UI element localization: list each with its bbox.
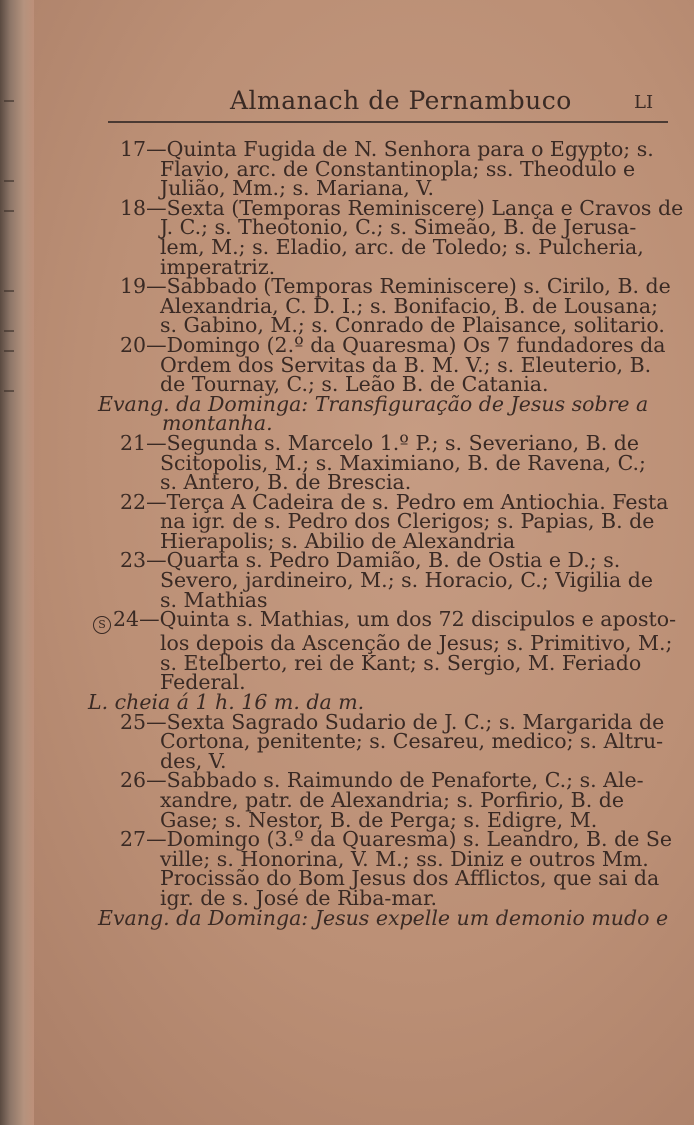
line-text: de Tournay, C.; s. Leão B. de Catania. xyxy=(160,372,549,397)
line-text: 27—Domingo (3.º da Quaresma) s. Leandro, B. de Se xyxy=(120,827,673,852)
line-text: 21—Segunda s. Marcelo 1.º P.; s. Severiano, B. de xyxy=(120,430,639,455)
line-text: montanha. xyxy=(162,411,273,436)
line-text: Severo, jardineiro, M.; s. Horacio, C.; Vigilia de xyxy=(160,568,654,593)
line-text: 18—Sexta (Temporas Reminiscere) Lança e Cravos de xyxy=(120,195,684,220)
line-text: imperatriz. xyxy=(160,254,276,279)
line-text: s. Etelberto, rei de Kant; s. Sergio, M. Feriado xyxy=(160,650,642,675)
header-rule xyxy=(108,121,668,123)
moon-phase-icon: S xyxy=(93,616,111,634)
line-text: 22—Terça A Cadeira de s. Pedro em Antiochia. Festa xyxy=(120,489,669,514)
page-header xyxy=(0,86,694,120)
line-text: 25—Sexta Sagrado Sudario de J. C.; s. Margarida de xyxy=(120,709,665,734)
line-text: J. C.; s. Theotonio, C.; s. Simeão, B. de Jerusa- xyxy=(160,215,637,240)
line-text: Evang. da Dominga: Transfiguração de Jesus sobre a xyxy=(98,391,649,416)
line-text: 23—Quarta s. Pedro Damião, B. de Ostia e D.; s. xyxy=(120,548,621,573)
calendar-line xyxy=(0,650,694,675)
line-text: 24—Quinta s. Mathias, um dos 72 discipulos e aposto- xyxy=(113,607,676,632)
line-text: igr. de s. José de Riba-mar. xyxy=(160,885,438,910)
line-text: Federal. xyxy=(160,670,246,695)
line-text: Hierapolis; s. Abilio de Alexandria xyxy=(160,528,516,553)
line-text: 26—Sabbado s. Raimundo de Penaforte, C.; s. Ale- xyxy=(120,768,644,793)
line-text: lem, M.; s. Eladio, arc. de Toledo; s. Pulcheria, xyxy=(160,234,644,259)
calendar-line xyxy=(0,729,694,754)
line-text: na igr. de s. Pedro dos Clerigos; s. Papias, B. de xyxy=(160,509,655,534)
line-text: s. Mathias xyxy=(160,587,268,612)
line-text: des, V. xyxy=(160,748,227,773)
line-text: los depois da Ascenção de Jesus; s. Primitivo, M.; xyxy=(160,631,673,656)
line-text: s. Gabino, M.; s. Conrado de Plaisance, solitario. xyxy=(160,313,665,338)
line-text: 20—Domingo (2.º da Quaresma) Os 7 fundadores da xyxy=(120,332,666,357)
line-text: Alexandria, C. D. I.; s. Bonifacio, B. de Lousana; xyxy=(160,293,659,318)
line-text: xandre, patr. de Alexandria; s. Porfirio, B. de xyxy=(160,788,625,812)
gospel-line xyxy=(0,905,694,930)
line-text: Scitopolis, M.; s. Maximiano, B. de Ravena, C.; xyxy=(160,450,646,475)
gospel-line xyxy=(0,391,694,416)
calendar-text xyxy=(0,137,694,930)
line-text: Cortona, penitente; s. Cesareu, medico; s. Altru- xyxy=(160,729,664,754)
line-text: ville; s. Honorina, V. M.; ss. Diniz e outros Mm. xyxy=(160,846,649,871)
calendar-line xyxy=(0,234,694,259)
page-number: LI xyxy=(634,92,654,113)
line-text: Julião, Mm.; s. Mariana, V. xyxy=(160,176,435,201)
calendar-line xyxy=(0,568,694,593)
line-text: Procissão do Bom Jesus dos Afflictos, que sai da xyxy=(160,866,660,891)
running-title: Almanach de Pernambuco xyxy=(230,86,572,115)
line-text: Flavio, arc. de Constantinopla; ss. Theodulo e xyxy=(160,156,636,181)
line-text: Evang. da Dominga: Jesus expelle um demonio mudo e xyxy=(98,905,669,930)
line-text: Gase; s. Nestor, B. de Perga; s. Edigre, M. xyxy=(160,807,598,832)
line-text: L. cheia á 1 h. 16 m. da m. xyxy=(88,690,365,715)
line-text: s. Antero, B. de Brescia. xyxy=(160,470,412,495)
line-text: 19—Sabbado (Temporas Reminiscere) s. Cirilo, B. de xyxy=(120,274,671,299)
line-text: 17—Quinta Fugida de N. Senhora para o Egypto; s. xyxy=(120,137,654,161)
line-text: Ordem dos Servitas da B. M. V.; s. Eleuterio, B. xyxy=(160,352,652,377)
